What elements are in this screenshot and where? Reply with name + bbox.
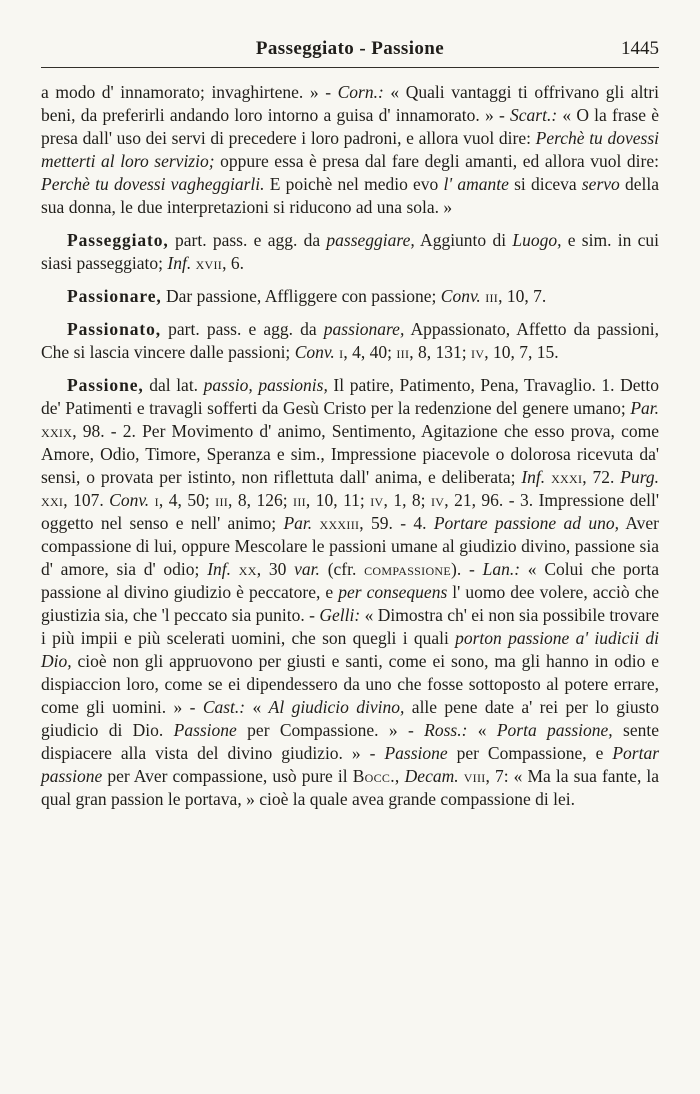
smallcaps-run: i — [339, 342, 344, 362]
continuation-paragraph — [41, 81, 659, 219]
italic-run: Conv. — [440, 286, 481, 306]
text-run: (cfr. — [319, 559, 365, 579]
text-run: , 59. - 4. — [359, 513, 434, 533]
text-run: , 10, 7, 15. — [484, 342, 559, 362]
smallcaps-run: iv — [370, 490, 384, 510]
text-run: , 21, 96. - 3. Impressione dell' oggetto nel senso e nell' animo; — [41, 490, 659, 533]
smallcaps-run: compassione — [364, 559, 452, 579]
text-run: part. pass. e agg. da — [168, 230, 327, 250]
text-run: « O la frase è presa dall' uso dei servi di precedere i loro padroni, e allora vuol dire: — [41, 105, 659, 148]
italic-run: Scart.: — [510, 105, 558, 125]
text-run: a modo d' innamorato; invaghirtene. » - — [41, 82, 338, 102]
italic-run: Conv. — [109, 490, 150, 510]
italic-run: Decam. — [404, 766, 459, 786]
italic-run: porton passione a' iudicii di Dio, — [41, 628, 659, 671]
text-run: E poichè nel medio evo — [264, 174, 444, 194]
smallcaps-run: xxxiii — [319, 513, 360, 533]
italic-run: Passione — [384, 743, 448, 763]
text-run: , 4, 40; — [343, 342, 397, 362]
text-run: sente dispiacere alla vista del divino giudizio. » - — [41, 720, 659, 763]
text-run: oppure essa è presa dal fare degli amanti, ed allora vuol dire: — [214, 151, 659, 171]
entry-passionato — [41, 318, 659, 364]
headword: Passeggiato, — [67, 230, 169, 250]
text-run: per Compassione, e — [447, 743, 613, 763]
text-run: e sim. in cui siasi passeggiato; — [41, 230, 659, 273]
text-run: , 7: « Ma la sua fante, la qual gran passion le portava, » cioè la quale avea grande compassione di lei. — [41, 766, 660, 809]
smallcaps-run: xxxi — [551, 467, 583, 487]
text-run: , 10, 11; — [305, 490, 371, 510]
text-run: Il patire, Patimento, Pena, Travaglio. 1. Detto de' Patimenti e travagli sofferti da Gesù Cristo per la redenzione del genere umano; — [41, 375, 660, 418]
text-run: « Quali vantaggi ti offrivano gli altri beni, da preferirli andando loro intorno a guisa d' innamorato. » - — [41, 82, 659, 125]
italic-run: Portar passione — [41, 743, 660, 786]
entry-passeggiato — [41, 229, 659, 275]
italic-run: Inf. — [167, 253, 192, 273]
text-run — [231, 559, 239, 579]
text-run: part. pass. e agg. da — [161, 319, 324, 339]
italic-run: l' amante — [443, 174, 509, 194]
smallcaps-run: xxix — [41, 421, 73, 441]
dictionary-body — [41, 81, 659, 811]
smallcaps-run: i — [154, 490, 159, 510]
text-run: della sua donna, le due interpretazioni si riducono ad una sola. » — [41, 174, 660, 217]
text-run: alle pene date a' rei per lo giusto giudicio di Dio. — [41, 697, 660, 740]
italic-run: Ross.: — [424, 720, 468, 740]
text-run: « Dimostra ch' ei non sia possibile trovare i più impii e più scelerati uomini, che son quegli i quali — [41, 605, 659, 648]
italic-run: Al giudicio divino, — [268, 697, 405, 717]
running-head-title: Passeggiato - Passione — [255, 38, 445, 59]
smallcaps-run: iii — [396, 342, 410, 362]
italic-run: Corn.: — [337, 82, 384, 102]
italic-run: passeggiare, — [326, 230, 415, 250]
italic-run: passionare, — [323, 319, 405, 339]
text-run: , 10, 7. — [498, 286, 547, 306]
smallcaps-run: iii — [215, 490, 229, 510]
italic-run: Perchè tu dovessi metterti al loro servizio; — [41, 128, 659, 171]
header-rule — [41, 67, 659, 68]
text-run: si diceva — [508, 174, 582, 194]
text-run: , 4, 50; — [158, 490, 216, 510]
italic-run: Inf. — [207, 559, 232, 579]
text-run: , 72. — [582, 467, 621, 487]
italic-run: Par. — [630, 398, 659, 418]
smallcaps-run: iv — [431, 490, 445, 510]
smallcaps-run: xxi — [41, 490, 64, 510]
smallcaps-run: iii — [485, 286, 499, 306]
text-run: , 98. - 2. Per Movimento d' animo, Sentimento, Agitazione che esso prova, come Amore, Odio, Timore, Speranza e sim., Impressione piacevole o dolorosa ricevuta da' sensi, o provata per istinto, non riflettuta dall' anima, e deliberata; — [41, 421, 659, 487]
text-run — [312, 513, 319, 533]
text-run: , 107. — [63, 490, 110, 510]
text-run: « — [467, 720, 497, 740]
headword: Passionato, — [67, 319, 162, 339]
text-run: Aggiunto di — [414, 230, 513, 250]
smallcaps-run: iii — [293, 490, 306, 510]
italic-run: Portare passione ad uno, — [433, 513, 619, 533]
text-run: l' uomo dee volere, acciò che giustizia sia, che 'l peccato sia punito. - — [41, 582, 659, 625]
text-run: , 1, 8; — [383, 490, 431, 510]
running-head — [41, 0, 659, 60]
text-run: , 8, 126; — [228, 490, 294, 510]
smallcaps-run: Bocc., — [352, 766, 400, 786]
text-run: per Aver compassione, usò pure il — [102, 766, 353, 786]
entry-passione — [41, 374, 659, 811]
text-run: dal lat. — [143, 375, 204, 395]
italic-run: var. — [294, 559, 320, 579]
italic-run: Luogo, — [512, 230, 562, 250]
text-run: « Colui che porta passione al divino giudizio è peccatore, e — [41, 559, 660, 602]
italic-run: Par. — [283, 513, 313, 533]
italic-run: Gelli: — [319, 605, 361, 625]
page-number: 1445 — [621, 38, 659, 59]
italic-run: Inf. — [521, 467, 546, 487]
text-run: , 6. — [222, 253, 244, 273]
headword: Passionare, — [67, 286, 162, 306]
text-run: Aver compassione di lui, oppure Mescolare le passioni umane al giudizio divino, passione sia d' amore, sia d' odio; — [41, 513, 660, 579]
italic-run: Cast.: — [202, 697, 246, 717]
smallcaps-run: iv — [471, 342, 485, 362]
italic-run: Passione — [173, 720, 237, 740]
smallcaps-run: xx — [238, 559, 257, 579]
headword: Passione, — [67, 375, 144, 395]
text-run: Dar passione, Affliggere con passione; — [161, 286, 441, 306]
entry-passionare — [41, 285, 659, 308]
smallcaps-run: viii — [463, 766, 486, 786]
text-run: per Compassione. » - — [236, 720, 425, 740]
italic-run: Lan.: — [482, 559, 521, 579]
italic-run: Conv. — [294, 342, 335, 362]
text-run: ). - — [451, 559, 483, 579]
italic-run: per consequens — [338, 582, 448, 602]
italic-run: Perchè tu dovessi vagheggiarli. — [41, 174, 265, 194]
text-run: , 30 — [256, 559, 295, 579]
italic-run: passio, passionis, — [203, 375, 328, 395]
text-run: Appassionato, Affetto da passioni, Che si lascia vincere dalle passioni; — [41, 319, 659, 362]
text-run: « — [245, 697, 269, 717]
italic-run: servo — [581, 174, 620, 194]
smallcaps-run: xvii — [195, 253, 223, 273]
text-run: , 8, 131; — [409, 342, 472, 362]
italic-run: Porta passione, — [496, 720, 613, 740]
text-run: cioè non gli appruovono per giusti e santi, come ei sono, ma gli hanno in odio e dispiaccion loro, come se ei dipendessero da uno che fosse sottoposto al potere errare, come gli uomini. » - — [41, 651, 659, 717]
italic-run: Purg. — [620, 467, 659, 487]
